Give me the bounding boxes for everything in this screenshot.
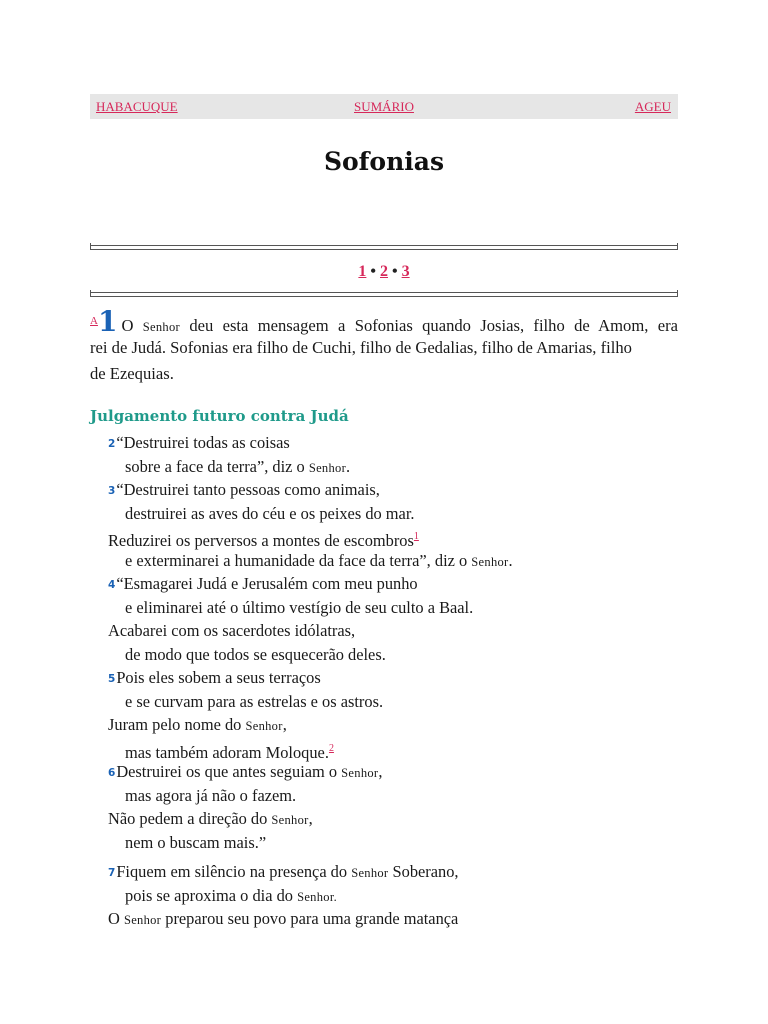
verse-line bbox=[108, 884, 459, 908]
divider-bottom bbox=[90, 292, 678, 297]
verse-line bbox=[108, 431, 513, 455]
divider-top bbox=[90, 245, 678, 250]
verse-number: 6 bbox=[108, 767, 116, 779]
previous-book-link[interactable]: HABACUQUE bbox=[96, 99, 178, 114]
intro-line-2: rei de Judá. Sofonias era filho de Cuchi, filho de Gedalias, filho de Amarias, filho bbox=[90, 338, 632, 357]
intro-line-1 bbox=[90, 305, 678, 338]
verse-line: Acabarei com os sacerdotes idólatras, bbox=[108, 621, 356, 640]
verse-line: e se curvam para as estrelas e os astros. bbox=[125, 691, 384, 711]
verse-number: 2 bbox=[108, 438, 116, 450]
text-span: deu esta mensagem a Sofonias quando Josias, filho de Amom, era bbox=[179, 316, 678, 335]
text-span: Reduzirei os perversos a montes de escombros bbox=[108, 531, 414, 550]
text-span: O bbox=[108, 909, 124, 928]
text-span: . bbox=[346, 456, 351, 476]
section-heading: Julgamento futuro contra Judá bbox=[90, 407, 349, 425]
verse-line: nem o buscam mais.” bbox=[125, 832, 267, 852]
verse-block bbox=[108, 860, 459, 931]
text-span: “Destruirei todas as coisas bbox=[116, 433, 290, 452]
next-book-link[interactable]: AGEU bbox=[634, 99, 671, 114]
text-span: “Esmagarei Judá e Jerusalém com meu punho bbox=[116, 574, 418, 593]
lord-small-caps: Senhor bbox=[245, 719, 283, 733]
text-span: “Destruirei tanto pessoas como animais, bbox=[116, 480, 380, 499]
text-span: e exterminarei a humanidade da face da terra”, diz o bbox=[125, 550, 472, 570]
verse-line bbox=[108, 807, 513, 831]
footnote-link-1[interactable]: 1 bbox=[413, 531, 419, 542]
text-span: . bbox=[508, 550, 513, 570]
table-of-contents-link[interactable]: SUMÁRIO bbox=[354, 99, 414, 114]
text-span: Fiquem em silêncio na presença do bbox=[116, 862, 352, 881]
footnote-link-2[interactable]: 2 bbox=[328, 742, 334, 754]
chapter-link-1[interactable]: 1 bbox=[358, 263, 367, 280]
text-span: , bbox=[308, 809, 313, 828]
text-span: , bbox=[378, 762, 383, 781]
verse-line bbox=[108, 525, 513, 549]
verse-number: 7 bbox=[108, 867, 116, 879]
chapter-separator: • bbox=[392, 263, 398, 280]
verse-line bbox=[108, 760, 513, 784]
verse-number: 3 bbox=[108, 485, 116, 497]
lord-small-caps: Senhor bbox=[142, 320, 180, 334]
text-span: Juram pelo nome do bbox=[108, 715, 246, 734]
verse-line bbox=[108, 455, 513, 479]
text-span: pois se aproxima o dia do bbox=[125, 885, 298, 905]
verse-line: destruirei as aves do céu e os peixes do mar. bbox=[125, 503, 415, 523]
verse-line bbox=[108, 572, 513, 596]
text-span: sobre a face da terra”, diz o bbox=[125, 456, 309, 476]
intro-paragraph bbox=[90, 305, 678, 386]
verse-line: mas agora já não o fazem. bbox=[125, 785, 297, 805]
chapter-anchor-link[interactable]: A bbox=[90, 315, 98, 327]
lord-small-caps: Senhor. bbox=[297, 889, 338, 904]
chapter-number: 1 bbox=[97, 305, 118, 338]
chapter-navigation bbox=[90, 263, 678, 281]
verse-line bbox=[108, 713, 513, 737]
chapter-separator: • bbox=[370, 263, 376, 280]
lord-small-caps: Senhor bbox=[271, 813, 309, 827]
text-span: mas também adoram Moloque. bbox=[125, 742, 329, 762]
text-span: Destruirei os que antes seguiam o bbox=[116, 762, 342, 781]
chapter-link-2[interactable]: 2 bbox=[380, 263, 388, 280]
verse-line bbox=[108, 907, 459, 931]
lord-small-caps: Senhor bbox=[471, 554, 509, 569]
text-span: , bbox=[282, 715, 287, 734]
verse-line: de modo que todos se esquecerão deles. bbox=[125, 644, 386, 664]
book-title: Sofonias bbox=[323, 147, 445, 176]
verse-line bbox=[108, 478, 513, 502]
text-span: Não pedem a direção do bbox=[108, 809, 272, 828]
verse-line bbox=[108, 666, 513, 690]
text-span: O bbox=[121, 316, 143, 335]
verse-number: 4 bbox=[108, 579, 116, 591]
verse-block bbox=[108, 431, 513, 854]
text-span: preparou seu povo para uma grande matança bbox=[161, 909, 459, 928]
lord-small-caps: Senhor bbox=[341, 766, 379, 780]
text-span: Soberano, bbox=[388, 862, 459, 881]
verse-line bbox=[108, 860, 459, 884]
chapter-link-3[interactable]: 3 bbox=[401, 263, 410, 280]
lord-small-caps: Senhor bbox=[123, 913, 162, 927]
lord-small-caps: Senhor bbox=[351, 866, 389, 880]
text-span: Pois eles sobem a seus terraços bbox=[116, 668, 321, 687]
verse-line bbox=[108, 549, 513, 573]
book-navigation-bar bbox=[90, 94, 678, 119]
verse-number: 5 bbox=[108, 673, 116, 685]
intro-line-3: de Ezequias. bbox=[90, 364, 174, 383]
lord-small-caps: Senhor bbox=[308, 460, 347, 475]
verse-line: e eliminarei até o último vestígio de seu culto a Baal. bbox=[125, 597, 474, 617]
verse-line bbox=[108, 737, 513, 761]
